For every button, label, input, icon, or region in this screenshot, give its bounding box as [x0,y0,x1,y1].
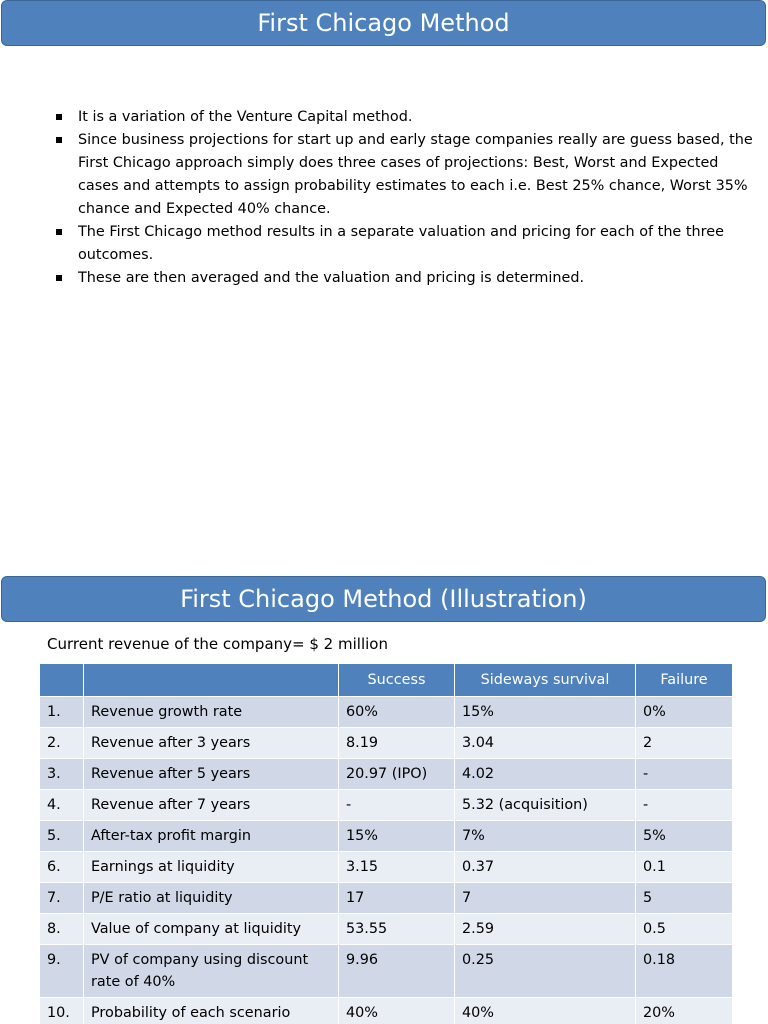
table-row [40,998,733,1024]
row-failure: 2 [636,728,733,759]
row-metric: Revenue after 7 years [84,790,339,821]
bullet-item [54,267,754,290]
row-metric: Revenue after 5 years [84,759,339,790]
table-row [40,759,733,790]
row-sideways: 5.32 (acquisition) [455,790,636,821]
table-row [40,728,733,759]
row-failure: 20% [636,998,733,1024]
row-index: 2. [40,728,84,759]
row-success: 60% [339,697,455,728]
row-failure: 0.1 [636,852,733,883]
row-sideways: 7 [455,883,636,914]
table-row [40,697,733,728]
row-sideways: 3.04 [455,728,636,759]
row-failure: 0% [636,697,733,728]
row-index: 1. [40,697,84,728]
row-failure: 0.18 [636,945,733,998]
table-row [40,883,733,914]
row-failure: - [636,790,733,821]
row-success: 8.19 [339,728,455,759]
row-sideways: 0.37 [455,852,636,883]
header-cell-sideways-survival: Sideways survival [455,664,636,697]
row-index: 8. [40,914,84,945]
header-cell-metric [84,664,339,697]
row-metric: After-tax profit margin [84,821,339,852]
row-failure: 5% [636,821,733,852]
illustration-title: First Chicago Method (Illustration) [1,576,766,622]
bullet-item [54,129,754,221]
square-bullet-icon [56,229,62,235]
row-metric: Earnings at liquidity [84,852,339,883]
row-index: 6. [40,852,84,883]
table-header-row [40,664,733,697]
row-index: 9. [40,945,84,998]
row-metric: Probability of each scenario [84,998,339,1024]
header-cell-index [40,664,84,697]
row-sideways: 7% [455,821,636,852]
row-success: 15% [339,821,455,852]
bullet-item [54,221,754,267]
row-index: 10. [40,998,84,1024]
row-success: 53.55 [339,914,455,945]
table-row [40,914,733,945]
row-success: 40% [339,998,455,1024]
square-bullet-icon [56,114,62,120]
row-index: 4. [40,790,84,821]
row-success: 9.96 [339,945,455,998]
table-row [40,790,733,821]
bullet-text: These are then averaged and the valuation and pricing is determined. [78,270,585,286]
row-index: 7. [40,883,84,914]
row-sideways: 15% [455,697,636,728]
row-index: 5. [40,821,84,852]
slide-title: First Chicago Method [1,0,766,46]
row-failure: 5 [636,883,733,914]
row-metric: Revenue after 3 years [84,728,339,759]
row-sideways: 0.25 [455,945,636,998]
row-metric: PV of company using discount rate of 40% [84,945,339,998]
square-bullet-icon [56,137,62,143]
bullet-text: Since business projections for start up and early stage companies really are guess based, the First Chicago approach simply does three cases of projections: Best, Worst and Expected cases and attempts to assign probability estimates to each i.e. Best 25% chance, Worst 35% chance and Expected 40% chance. [78,132,753,217]
row-failure: - [636,759,733,790]
header-cell-success: Success [339,664,455,697]
row-success: 3.15 [339,852,455,883]
bullet-list [54,106,754,290]
bullet-text: The First Chicago method results in a separate valuation and pricing for each of the three outcomes. [78,224,724,263]
row-success: 20.97 (IPO) [339,759,455,790]
bullet-text: It is a variation of the Venture Capital method. [78,109,413,125]
square-bullet-icon [56,275,62,281]
row-metric: Value of company at liquidity [84,914,339,945]
row-sideways: 2.59 [455,914,636,945]
row-success: - [339,790,455,821]
row-index: 3. [40,759,84,790]
table-row [40,821,733,852]
row-metric: P/E ratio at liquidity [84,883,339,914]
row-metric: Revenue growth rate [84,697,339,728]
table-row [40,945,733,998]
row-sideways: 40% [455,998,636,1024]
header-cell-failure: Failure [636,664,733,697]
scenario-table [39,663,733,1024]
table-row [40,852,733,883]
row-sideways: 4.02 [455,759,636,790]
row-failure: 0.5 [636,914,733,945]
current-revenue-note: Current revenue of the company= $ 2 million [47,635,388,653]
bullet-item [54,106,754,129]
row-success: 17 [339,883,455,914]
